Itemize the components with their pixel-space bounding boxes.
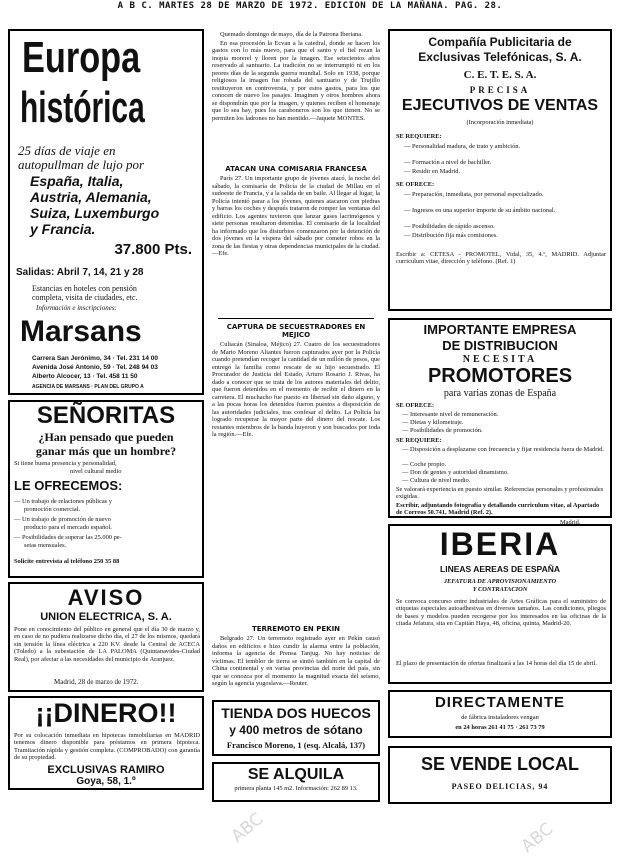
cetesa-ad [388, 29, 612, 311]
europa-ad [8, 29, 204, 395]
europa-title-1: Europa [22, 33, 141, 82]
promotores-req-3: — Don de gentes y autoridad dinamismo. [402, 469, 509, 476]
promotores-ad [388, 318, 612, 518]
promotores-off-3: — Posibilidades de promoción. [402, 427, 483, 434]
page-header: A B C. MARTES 28 DE MARZO DE 1972. EDICION DE LA MAÑANA. PAG. 28. [117, 1, 503, 11]
dinero-addr: Goya, 58, 1.º [76, 776, 136, 787]
europa-price: 37.800 Pts. [114, 241, 192, 258]
promotores-note: Se valorará experiencia en puesto similar. Referencias personales y profesionales exigidas. [396, 486, 604, 501]
alquila-ad [212, 762, 380, 802]
iberia-sub: LINEAS AEREAS DE ESPAÑA [440, 564, 560, 574]
article-paragraph: Belgrado 27. Un terremoto registrado ayer en Pekín causó daños en edificios e hizo cundir la alarma entre la población, informa la agencia de Prensa Tanjug. No hay noticias de víctimas. El temblor de tierra se sintió también en la capital de China continental y en varias provincias del norte del país, sin que se conozca por el momento la magnitud exacta del seísmo, según la agencia yugoslava.—Reuter. [212, 635, 380, 687]
aviso-title: AVISO [67, 585, 145, 610]
iberia-title: IBERIA [439, 526, 561, 562]
directamente-title: DIRECTAMENTE [434, 694, 566, 711]
cetesa-req-2: — Formación a nivel de bachiller. [404, 159, 492, 166]
senoritas-req-1: Si tiene buena presencia y personalidad, [14, 460, 117, 467]
senoritas-offer-1b: promoción comercial. [24, 506, 81, 513]
promotores-req-1: — Disposición a desplazarse con frecuencia y fijar residencia fuera de Madrid. [402, 446, 604, 453]
europa-countries-4: y Francia. [30, 221, 96, 237]
iberia-deadline: El plazo de presentación de ofertas finalizará a las 14 horas del día 15 de abril. [396, 660, 597, 667]
vende-ad [388, 746, 612, 804]
senoritas-offer-2b: producto para el mercado español. [24, 524, 112, 531]
promotores-necesita: NECESITA [462, 354, 538, 365]
europa-stay-2: completa, visita de ciudades, etc. [32, 293, 138, 302]
aviso-ad [8, 582, 204, 692]
dinero-body: Por su colocación inmediata en hipotecas inmobiliarias en MADRID tenemos dinero disponible para préstamos en primera hipoteca. Tramitación rápida y gestión completa. (COMPROBADO) con garantía de su propiedad. [14, 732, 200, 762]
article-terremoto [212, 622, 380, 688]
promotores-sub: para varias zonas de España [443, 388, 557, 399]
senoritas-q1: ¿Han pensado que pueden [38, 430, 174, 444]
tienda-title: TIENDA DOS HUECOS [221, 705, 371, 721]
tienda-ad [212, 700, 380, 756]
directamente-line-2: en 24 horas 261 41 75 · 261 73 79 [455, 724, 545, 731]
aviso-company: UNION ELECTRICA, S. A. [40, 611, 172, 623]
promotores-off-title: SE OFRECE: [396, 402, 435, 409]
article-paragraph: Culiacán (Sinaloa, Méjico) 27. Cuatro de los secuestradores de Mario Moreno Aliantes fueron capturados ayer por la Policía cuando pretendían recoger la cantidad de un millón de pesos, que entregó la familia como rescate de su hijo secuestrado. El Procurador de Justicia del Estado, Arturo Rosario J. Rivas, ha dado a conocer que se trata de los autores materiales del delito, que fueron detenidos en el momento de recibir el dinero en la carretera. El muchacho fue puesto en libertad sin daño alguno, y a las pocas horas los detenidos fueron puestos a disposición de las autoridades judiciales, tras confesar el delito. La Policía ha logrado recuperar la mayor parte del dinero del rescate. Los restantes miembros de la banda huyeron y son buscados por toda la región.—Efe. [212, 341, 380, 438]
cetesa-role: EJECUTIVOS DE VENTAS [401, 97, 599, 114]
column-divider [218, 318, 374, 319]
iberia-dept-2: Y CONTRATACION [472, 586, 528, 593]
dinero-brand: EXCLUSIVAS RAMIRO [47, 764, 165, 776]
alquila-title: SE ALQUILA [247, 766, 345, 783]
dinero-ad [8, 696, 204, 790]
headline-comisaria: ATACAN UNA COMISARIA FRANCESA [225, 165, 367, 173]
promotores-contact: Escribir, adjuntando fotografía y detallando curriculum vitae, al Apartado de Correos 50.741, Madrid (Ref. 2). [396, 502, 600, 517]
senoritas-offer-1: — Un trabajo de relaciones públicas y [14, 498, 112, 505]
cetesa-contact: Escribir a: CETESA - PROMOTEL, Vidal, 35, 4.º, MADRID. Adjuntar curriculum vitae, dirección y teléfono. (Ref. 1) [396, 251, 606, 266]
promotores-title: PROMOTORES [427, 365, 573, 387]
promotores-off-1: — Interesante nivel de remuneración. [402, 411, 499, 418]
article-comisaria [212, 162, 380, 310]
cetesa-title-1: Compañía Publicitaria de [428, 35, 572, 49]
senoritas-offer-2: — Un trabajo de promoción de nuevo [14, 516, 111, 523]
senoritas-contact: Solicite entrevista al teléfono 250 35 88 [14, 558, 120, 565]
alquila-body: primera planta 145 m2. Información: 262 89 13. [234, 785, 358, 792]
promotores-line-1: IMPORTANTE EMPRESA [423, 322, 577, 337]
iberia-body: Se convoca concurso entre industriales de Artes Gráficas para el suministro de etiquetas especiales autoadhesivas en diversos tamaños. Las condiciones, pliegos de bases y modelos pueden recogerse por los interesados en las oficinas de la citada Jefatura, sita en Capitán Haya, 48, oficina, quinta, Madrid-20. [396, 598, 606, 628]
cetesa-off-title: SE OFRECE: [396, 181, 435, 188]
headline-secuestradores: CAPTURA DE SECUESTRADORES EN MEJICO [226, 323, 366, 339]
europa-addr-1: Carrera San Jerónimo, 34 · Tel. 231 14 00 [32, 355, 158, 362]
promotores-line-2: DE DISTRIBUCION [442, 338, 558, 353]
senoritas-offer-title: LE OFRECEMOS: [14, 478, 123, 493]
europa-salidas: Salidas: Abril 7, 14, 21 y 28 [16, 267, 144, 278]
aviso-date: Madrid, 28 de marzo de 1972. [54, 678, 139, 686]
promotores-ref: Madrid. [560, 519, 581, 526]
vende-addr: PASEO DELICIAS, 94 [451, 782, 549, 791]
cetesa-title-2: Exclusivas Telefónicas, S. A. [418, 50, 582, 64]
watermark-text: ABC [227, 809, 268, 847]
europa-line-1: 25 días de viaje en [18, 143, 116, 158]
headline-terremoto: TERREMOTO EN PEKIN [251, 625, 341, 633]
senoritas-ad [8, 400, 204, 578]
promotores-req-2: — Coche propio. [402, 461, 447, 468]
article-secuestradores [212, 320, 380, 618]
directamente-line-1: de fábrica instaladores vengan [461, 714, 539, 721]
senoritas-offer-3b: setas mensuales. [24, 542, 67, 549]
cetesa-off-2: — Ingresos en una superior importe de su ámbito nacional. [404, 207, 556, 214]
senoritas-offer-3: — Posibilidades de superar las 25.000 pe- [14, 534, 122, 541]
senoritas-title: SEÑORITAS [36, 402, 176, 429]
europa-countries-2: Austria, Alemania, [30, 189, 152, 205]
tienda-addr: Francisco Moreno, 1 (esq. Alcalá, 137) [226, 740, 366, 750]
promotores-req-4: — Cultura de nivel medio. [402, 477, 471, 484]
directamente-ad [388, 690, 612, 738]
cetesa-off-3: — Posibilidades de rápido ascenso. [404, 223, 495, 230]
iberia-dept-1: JEFATURA DE APROVISIONAMIENTO [443, 578, 557, 585]
europa-agency: AGENCIA DE MARSANS · PLAN DEL GRUPO A [32, 384, 144, 390]
aviso-body: Pone en conocimiento del público en general que el día 30 de marzo y, en caso de no pudiera realizarse dicho día, el 27 de los mismos, quedará sin tensión la línea eléctrica a 220 KV. desde la Central de ACECA (Toledo) a la subestación de LA PALOMA (Quintanavides-Ciudad Real), por afectar a las necesidades del municipio de Aranjuez. [14, 626, 200, 663]
europa-addr-2: Avenida José Antonio, 59 · Tel. 248 94 03 [32, 364, 158, 371]
article-paragraph: En esa procesión la Ecvan a la catedral, donde se hacen los gastos con lo más nuevo, para que el santo y el fiel rezan la inopia morerel y lloren por la imagen. Ese setecientos años reservado al santuario. La tradición no se interrumpió ni en los peores días de la segunda guerra mundial. Solo en 1938, porque religiosos la imagen fue robada del santuario y de Trujillo restituyeron en controversia, y por estos gastos, para los que conocen de nuevo los pasajes. Imaginen y otros hombres ahora se dispondrán que por la imagen, y quienes reciben el homenaje que lo sea hay, pues los caraboneros son los que tienen. No se permiten los ladrones no han mentido.—Jaquete MONTES. [212, 39, 380, 122]
cetesa-inc: (Incorporación inmediata) [466, 119, 534, 126]
europa-title-2: histórica [20, 83, 145, 132]
senoritas-req-2: nivel cultural medio [70, 468, 122, 475]
europa-addr-3: Alberto Alcocer, 13 · Tel. 458 11 50 [32, 373, 138, 380]
cetesa-off-1: — Preparación, inmediata, por personal especializado. [404, 191, 544, 198]
cetesa-req-title: SE REQUIERE: [396, 133, 442, 140]
iberia-ad [388, 524, 612, 684]
article-paragraph: Quemado domingo de mayo, día de la Patrona Iberiana. [220, 31, 363, 38]
cetesa-req-1: — Personalidad madura, de trato y ambición. [404, 143, 521, 150]
europa-info: Información e inscripciones: [36, 304, 117, 312]
vende-title: SE VENDE LOCAL [420, 754, 580, 774]
europa-countries-3: Suiza, Luxemburgo [30, 205, 160, 221]
europa-brand: Marsans [20, 315, 142, 348]
promotores-req-title: SE REQUIERE: [396, 437, 442, 444]
cetesa-acronym: C. E. T. E. S. A. [463, 69, 537, 81]
dinero-title: ¡¡DINERO!! [35, 698, 177, 728]
cetesa-off-4: — Distribución fija más comisiones. [404, 232, 498, 239]
cetesa-precisa: PRECISA [469, 85, 531, 95]
europa-stay-1: Estancias en hoteles con pensión [32, 284, 137, 293]
watermark-text: ABC [517, 819, 558, 857]
europa-countries-1: España, Italia, [30, 173, 124, 189]
article-column-top [212, 31, 380, 161]
tienda-sub: y 400 metros de sótano [229, 723, 363, 737]
senoritas-q2: ganar más que un hombre? [35, 444, 177, 458]
europa-line-2: autopullman de lujo por [18, 157, 145, 172]
article-paragraph: París 27. Un importante grupo de jóvenes atacó, la noche del sábado, la comisaría de Policía de la ciudad de Millau en el sudoeste de Francia, y a la salida de un baile. Al llegar al lugar, la Policía intentó parar a los jóvenes, quienes atacaron con piedras y barras los coches y después trataron de romper las ventanas del edificio. Los agentes tuvieron que lanzar gases lacrimógenos y siete personas resultaron detenidas. El comisario de la localidad ha informado que los disturbios comenzaron por la detención de dos jóvenes en la víspera del sábado por cometer robos en la zona de las fiestas y otras dependencias municipales de la ciudad.—Efe. [212, 175, 380, 257]
promotores-off-2: — Dietas y kilometraje. [402, 419, 464, 426]
cetesa-req-3: — Residir en Madrid. [404, 168, 461, 175]
